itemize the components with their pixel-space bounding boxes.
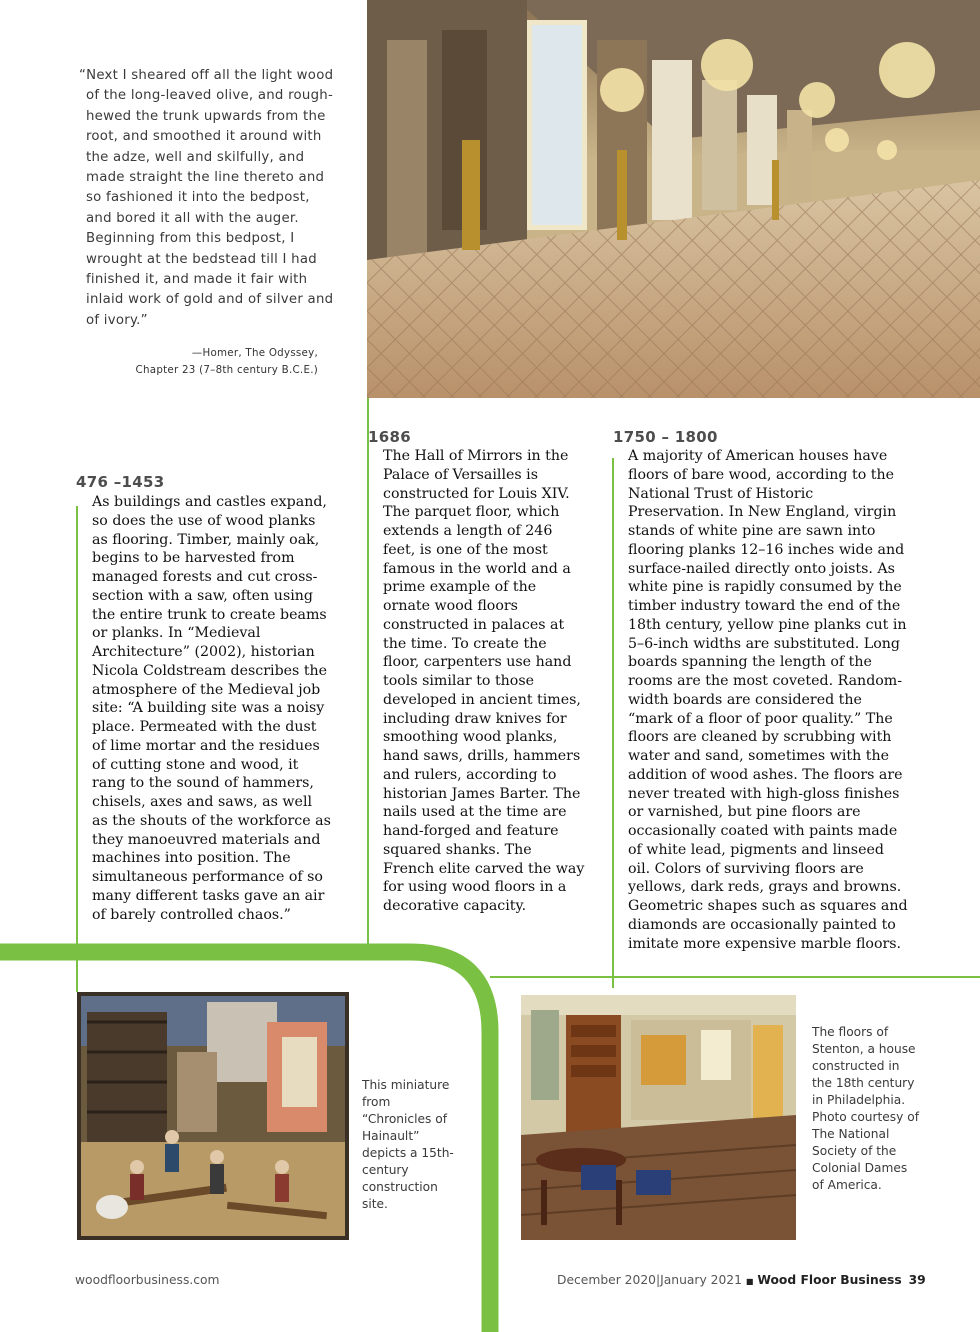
quote-text: “Next I sheared off all the light wood of the long-leaved olive, and rough-hewed the trunk upwards from the root, and smoothed it around with the adze, well and skilfully, and made straight the line thereto and so fashioned it into the bedpost, and bored it all with the auger. Beginning from this bedpost, I wrought at the bedstead till I had finished it, and made it fair with inlaid work of gold and of silver and of ivory.” — [79, 68, 334, 328]
quote-attribution — [73, 345, 335, 379]
year-heading-1750: 1750 – 1800 — [613, 428, 718, 446]
timeline-text-1686: The Hall of Mirrors in the Palace of Versailles is constructed for Louis XIV. The parquet floor, which extends a length of 246 feet, is one of the most famous in the world and a prime example of the ornate wood floors constructed in palaces at the time. To create the floor, carpenters use hand tools similar to those developed in ancient times, including draw knives for smoothing wood planks, hand saws, drills, hammers and rulers, according to historian James Barter. The nails used at the time are hand-forged and feature squared shanks. The French elite carved the way for using wood floors in a decorative capacity. — [383, 448, 585, 914]
year-heading-476: 476 –1453 — [76, 473, 165, 491]
footer-issue-date: December 2020|January 2021 — [557, 1273, 742, 1287]
quote-attribution-line2: Chapter 23 (7–8th century B.C.E.) — [135, 364, 318, 377]
divider-line-photo — [367, 398, 369, 950]
divider-line-col3 — [612, 458, 614, 988]
footer-magazine-name: Wood Floor Business — [757, 1273, 902, 1287]
quote-attribution-line1: —Homer, The Odyssey, — [191, 347, 318, 360]
timeline-text-1750: A majority of American houses have floors of bare wood, according to the National Trust of Historic Preservation. In New England, virgin stands of white pine are sawn into flooring planks 12–16 inches wide and surface-nailed directly onto joists. As white pine is rapidly consumed by the timber industry toward the end of the 18th century, yellow pine planks cut in 5–6-inch widths are substituted. Long boards spanning the length of the rooms are the most coveted. Random-width boards are considered the “mark of a floor of poor quality.” The floors are cleaned by scrubbing with water and sand, sometimes with the addition of wood ashes. The floors are never treated with high-gloss finishes or varnished, but pine floors are occasionally coated with paints made of white lead, pigments and linseed oil. Colors of surviving floors are yellows, dark reds, grays and browns. Geometric shapes such as squares and diamonds are occasionally painted to imitate more expensive marble floors. — [628, 448, 908, 952]
chronicles-miniature-image — [77, 992, 349, 1240]
year-heading-1686: 1686 — [368, 428, 411, 446]
divider-line-col1 — [76, 506, 78, 992]
odyssey-quote — [73, 66, 335, 379]
stenton-caption: The floors of Stenton, a house constructed in the 18th century in Philadelphia. Photo courtesy of The National Society of the Colonial Dames of America. — [812, 1025, 919, 1192]
hall-of-mirrors-photo — [367, 0, 980, 398]
stenton-house-image — [521, 995, 796, 1240]
footer-issue-info — [557, 1273, 926, 1287]
footer-page-number: 39 — [908, 1273, 926, 1287]
footer-website[interactable]: woodfloorbusiness.com — [75, 1273, 220, 1287]
footer-separator-icon: ■ — [745, 1277, 754, 1286]
miniature-caption: This miniature from “Chronicles of Hainault” depicts a 15th-century construction site. — [362, 1078, 454, 1211]
timeline-text-476: As buildings and castles expand, so does the use of wood planks as flooring. Timber, mainly oak, begins to be harvested from managed forests and cut cross-section with a saw, often using the entire trunk to create beams or planks. In “Medieval Architecture” (2002), historian Nicola Coldstream describes the atmosphere of the Medieval job site: “A building site was a noisy place. Permeated with the dust of lime mortar and the residues of cutting stone and wood, it rang to the sound of hammers, chisels, axes and saws, as well as the shouts of the workforce as they manoeuvred materials and machines into position. The simultaneous performance of so many different tasks gave an air of barely controlled chaos.” — [92, 494, 331, 923]
